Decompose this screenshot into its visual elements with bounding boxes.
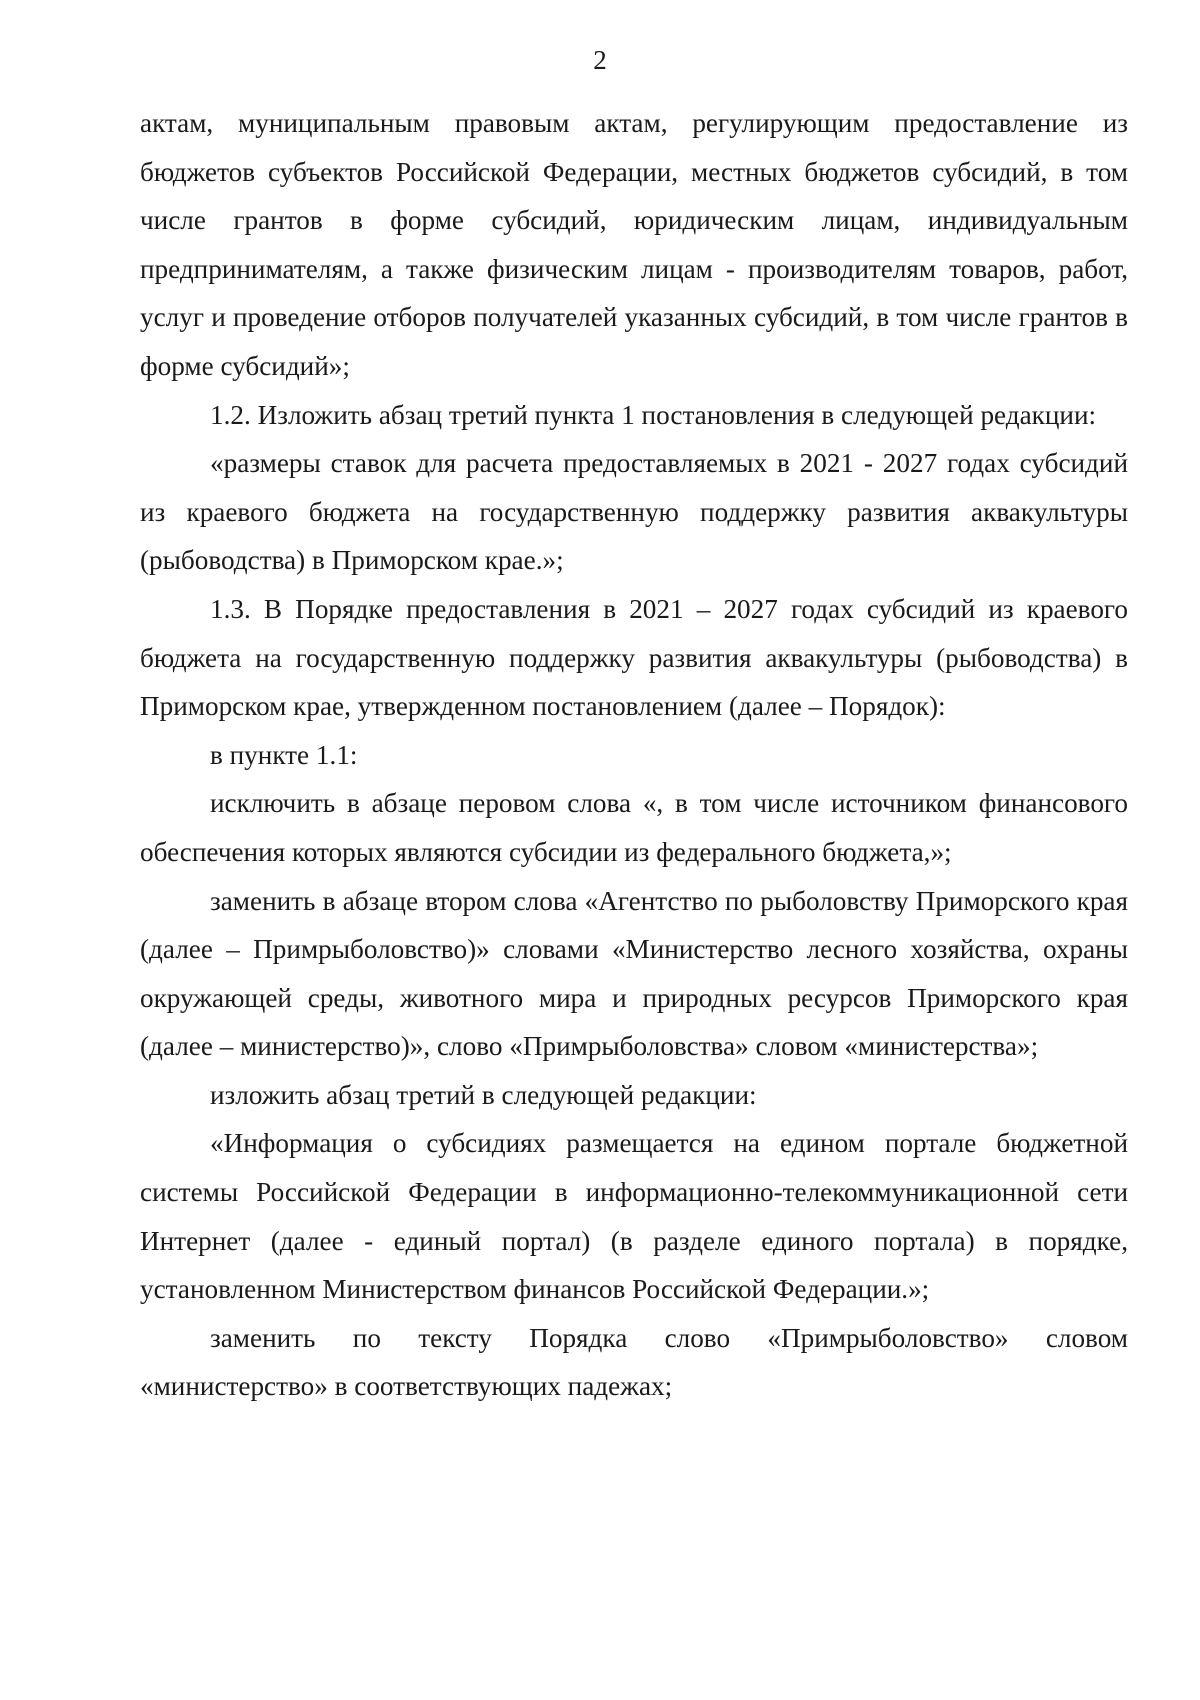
paragraph-continuation: актам, муниципальным правовым актам, регулирующим предоставление из бюджетов субъектов Российской Федерации, местных бюджетов субсидий, в том числе грантов в форме субсидий, юридическим лицам, индивидуальным предпринимателям, а также физическим лицам - производителям товаров, работ, услуг и проведение отборов получателей указанных субсидий, в том числе грантов в форме субсидий»; (140, 108, 1128, 381)
paragraph-item-1-2: 1.2. Изложить абзац третий пункта 1 постановления в следующей редакции: (210, 399, 1097, 430)
paragraph-exclude-words: исключить в абзаце перовом слова «, в том числе источником финансового обеспечения которых являются субсидии из федерального бюджета,»; (140, 788, 1128, 867)
document-body (140, 99, 1128, 1411)
paragraph-point-1-1: в пункте 1.1: (210, 739, 358, 770)
page-number: 2 (593, 45, 607, 75)
paragraph-quoted-portal: «Информация о субсидиях размещается на едином портале бюджетной системы Российской Федерации в информационно-телекоммуникационной сети Интернет (далее - единый портал) (в разделе единого портала) в порядке, установленном Министерством финансов Российской Федерации.»; (140, 1128, 1128, 1305)
paragraph-item-1-3: 1.3. В Порядке предоставления в 2021 – 2027 годах субсидий из краевого бюджета на государственную поддержку развития аквакультуры (рыбоводства) в Приморском крае, утвержденном постановлением (далее – Порядок): (140, 593, 1128, 722)
paragraph-replace-agency: заменить в абзаце втором слова «Агентство по рыболовству Приморского края (далее – Примрыболовство)» словами «Министерство лесного хозяйства, охраны окружающей среды, животного мира и природных ресурсов Приморского края (далее – министерство)», слово «Примрыболовства» словом «министерства»; (140, 885, 1128, 1062)
paragraph-restate-third: изложить абзац третий в следующей редакции: (210, 1079, 757, 1110)
paragraph-replace-throughout: заменить по тексту Порядка слово «Примрыболовство» словом «министерство» в соответствующих падежах; (140, 1322, 1128, 1402)
paragraph-quoted-rates: «размеры ставок для расчета предоставляемых в 2021 - 2027 годах субсидий из краевого бюджета на государственную поддержку развития аквакультуры (рыбоводства) в Приморском крае.»; (140, 448, 1128, 576)
